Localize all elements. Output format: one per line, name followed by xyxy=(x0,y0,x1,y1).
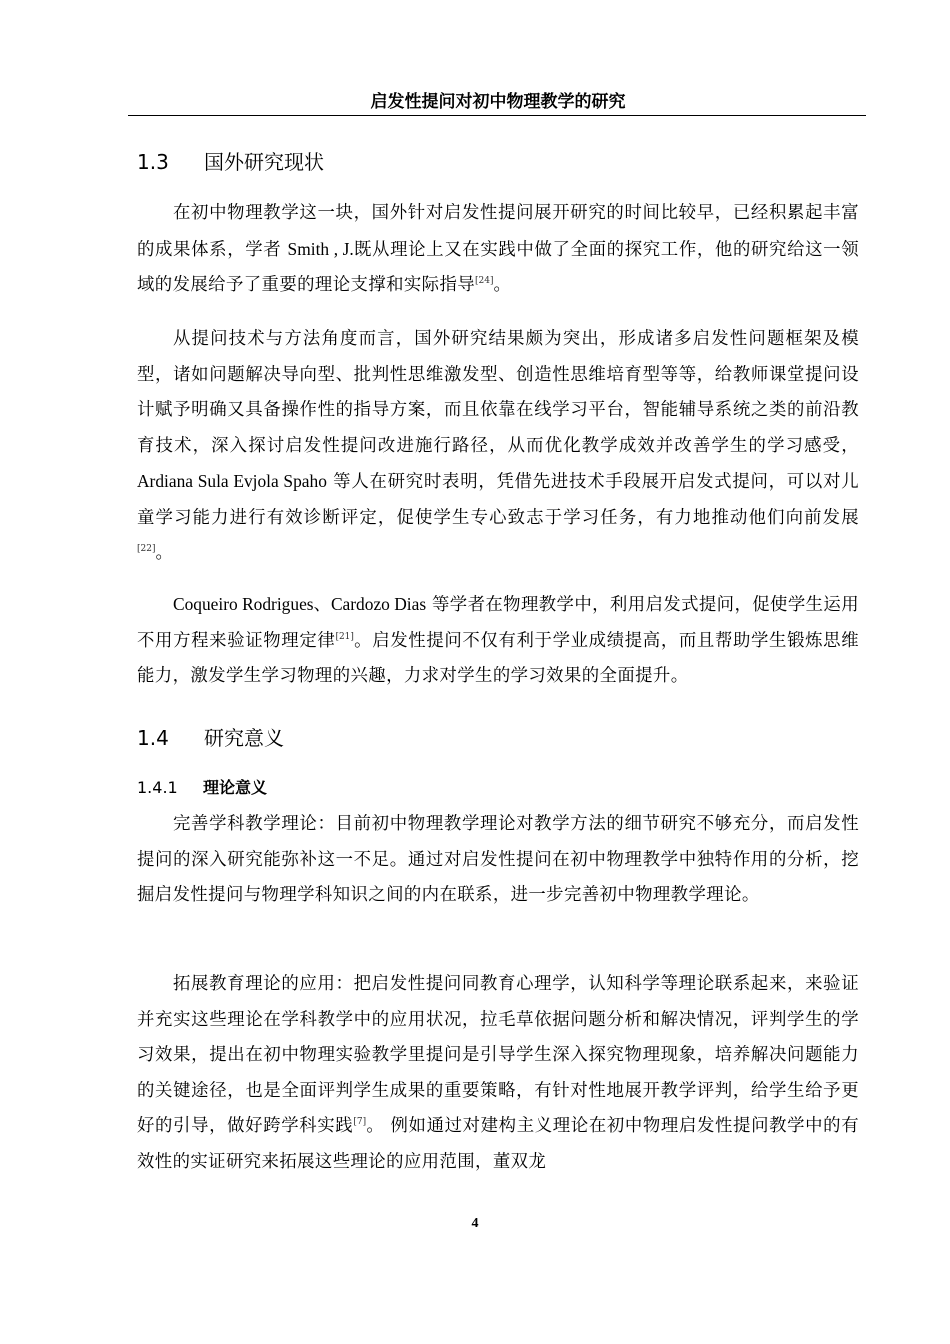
citation-ref: [24] xyxy=(475,276,494,286)
paragraph-1-3-3: Coqueiro Rodrigues、Cardozo Dias 等学者在物理教学中，利用启发式提问，促使学生运用不用方程来验证物理定律[21]。启发性提问不仅有利于学业成绩提高，而且帮助学生锻炼思维能力，激发学生学习物理的兴趣，力求对学生的学习效果的全面提升。 xyxy=(137,594,860,686)
running-header: 启发性提问对初中物理教学的研究 xyxy=(370,92,626,112)
section-heading-1-4 xyxy=(137,725,284,751)
subsection-number: 1.4.1 xyxy=(137,778,178,797)
section-number: 1.4 xyxy=(137,726,169,750)
subsection-heading-1-4-1 xyxy=(137,777,267,799)
header-rule xyxy=(128,115,866,116)
paragraph-1-3-1: 在初中物理教学这一块，国外针对启发性提问展开研究的时间比较早，已经积累起丰富的成果体系，学者 Smith , J.既从理论上又在实践中做了全面的探究工作，他的研究给这一领域的发展给予了重要的理论支撑和实际指导[24]。 xyxy=(137,203,860,295)
paragraph-1-4-1: 完善学科教学理论：目前初中物理教学理论对教学方法的细节研究不够充分，而启发性提问的深入研究能弥补这一不足。通过对启发性提问在初中物理教学中独特作用的分析，挖掘启发性提问与物理学科知识之间的内在联系，进一步完善初中物理教学理论。 xyxy=(137,814,859,905)
citation-ref: [7] xyxy=(353,1117,367,1127)
section-title: 研究意义 xyxy=(204,726,284,750)
author-name: Smith , J. xyxy=(287,238,354,259)
author-name: Ardiana Sula Evjola Spaho xyxy=(137,471,327,491)
section-title: 国外研究现状 xyxy=(204,150,324,174)
subsection-title: 理论意义 xyxy=(203,778,268,797)
section-number: 1.3 xyxy=(137,150,169,174)
author-name: Coqueiro Rodrigues、Cardozo Dias xyxy=(173,594,427,614)
citation-ref: [21] xyxy=(335,631,354,642)
page-number: 4 xyxy=(471,1216,479,1231)
section-heading-1-3 xyxy=(137,149,324,175)
citation-ref: [22] xyxy=(137,544,156,554)
paragraph-1-3-2: 从提问技术与方法角度而言，国外研究结果颇为突出，形成诸多启发性问题框架及模型，诸如问题解决导向型、批判性思维激发型、创造性思维培育型等等，给教师课堂提问设计赋予明确又具备操作性的指导方案，而且依靠在线学习平台，智能辅导系统之类的前沿教育技术，深入探讨启发性提问改进施行路径，从而优化教学成效并改善学生的学习感受，Ardiana Sula Evjola Spaho 等人在研究时表明，凭借先进技术手段展开启发式提问，可以对儿童学习能力进行有效诊断评定，促使学生专心致志于学习任务，有力地推动他们向前发展[22]。 xyxy=(137,329,860,563)
paragraph-1-4-2: 拓展教育理论的应用：把启发性提问同教育心理学，认知科学等理论联系起来，来验证并充实这些理论在学科教学中的应用状况，拉毛草依据问题分析和解决情况，评判学生的学习效果，提出在初中物理实验教学里提问是引导学生深入探究物理现象，培养解决问题能力的关键途径，也是全面评判学生成果的重要策略，有针对性地展开教学评判，给学生给予更好的引导，做好跨学科实践[7]。 例如通过对建构主义理论在初中物理启发性提问教学中的有效性的实证研究来拓展这些理论的应用范围，董双龙 xyxy=(137,974,859,1172)
